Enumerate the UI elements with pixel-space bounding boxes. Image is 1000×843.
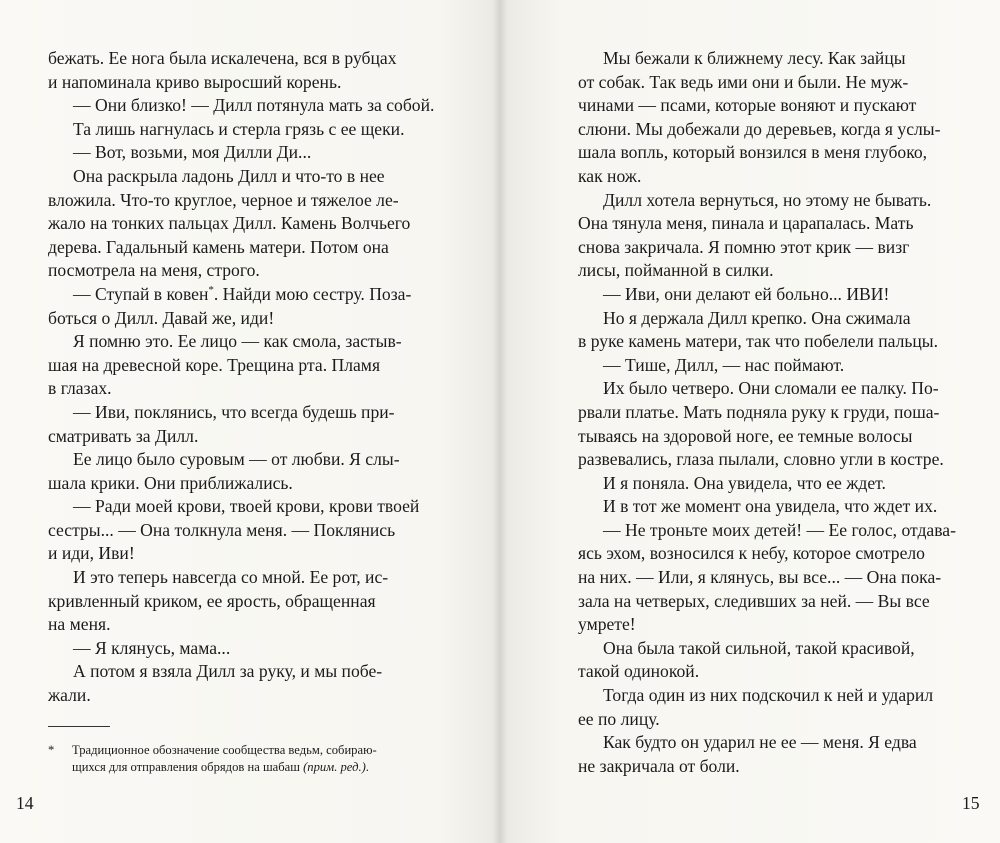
text-line [578, 94, 956, 118]
text-line [48, 542, 432, 566]
text-line-content: от собак. Так ведь ими они и были. Не муж- [578, 71, 909, 92]
text-line [578, 283, 956, 307]
text-line-content: — Я клянусь, мама... [73, 637, 231, 658]
text-line [578, 165, 956, 189]
footnote [48, 742, 428, 776]
text-line [48, 354, 432, 378]
text-line [48, 189, 432, 213]
text-line-content: Как будто он ударил не ее — меня. Я едва [603, 732, 917, 753]
text-line-continuation: . Найди мою сестру. Поза- [213, 283, 412, 304]
text-line [48, 212, 432, 236]
text-line [578, 684, 956, 708]
text-line-content: такой одинокой. [578, 661, 700, 682]
text-line [578, 377, 956, 401]
text-line-content: сматривать за Дилл. [48, 425, 199, 446]
text-line [578, 660, 956, 684]
text-line-content: Но я держала Дилл крепко. Она сжимала [603, 307, 911, 328]
text-line-content: кривленный криком, ее ярость, обращенная [48, 590, 376, 611]
text-line-content: Я помню это. Ее лицо — как смола, застыв- [73, 331, 402, 352]
text-line [578, 448, 956, 472]
text-line [48, 472, 432, 496]
text-line [48, 660, 432, 684]
text-line-content: И я поняла. Она увидела, что ее ждет. [603, 472, 886, 493]
text-line-content: слюни. Мы добежали до деревьев, когда я услы- [578, 118, 941, 139]
text-line-content: чинами — псами, которые воняют и пускают [578, 95, 917, 116]
text-line-content: ее по лицу. [578, 708, 660, 729]
text-line-content: бежать. Ее нога была искалечена, вся в рубцах [48, 48, 397, 68]
footnote-text [48, 742, 428, 776]
text-line-content: жали. [48, 685, 91, 706]
text-line-content: — Ступай в ковен [73, 283, 209, 304]
text-line [48, 613, 432, 637]
text-line-content: как нож. [578, 165, 642, 186]
text-line [578, 307, 956, 331]
book-gutter [493, 0, 507, 843]
text-line [578, 472, 956, 496]
text-line-content: не закричала от боли. [578, 755, 740, 776]
footnote-reference: * [208, 284, 214, 297]
text-line [48, 684, 432, 708]
text-line-content: И это теперь навсегда со мной. Ее рот, ис- [73, 567, 389, 588]
text-line [48, 330, 432, 354]
text-line-content: — Вот, возьми, моя Дилли Ди... [73, 142, 312, 163]
text-line-content: дерева. Гадальный камень матери. Потом она [48, 236, 389, 257]
text-line-content: зала на четверых, следивших за ней. — Вы все [578, 590, 930, 611]
text-line-content: шая на древесной коре. Трещина рта. Пламя [48, 354, 381, 375]
text-line [578, 613, 956, 637]
text-line-content: Мы бежали к ближнему лесу. Как зайцы [603, 48, 906, 68]
text-line [578, 542, 956, 566]
text-line [48, 47, 432, 71]
text-line [578, 212, 956, 236]
text-line-content: лисы, пойманной в силки. [578, 260, 774, 281]
text-line [48, 259, 432, 283]
text-line [48, 283, 432, 307]
text-line [578, 189, 956, 213]
text-line [48, 236, 432, 260]
text-line [578, 118, 956, 142]
text-line-content: ясь эхом, возносился к небу, которое смотрело [578, 543, 925, 564]
text-line-content: тываясь на здоровой ноге, ее темные волосы [578, 425, 913, 446]
footnote-rule [48, 726, 110, 727]
text-line-content: Она раскрыла ладонь Дилл и что-то в нее [73, 165, 385, 186]
text-line [578, 590, 956, 614]
text-line [578, 519, 956, 543]
text-line-content: умрете! [578, 614, 636, 635]
text-line [48, 495, 432, 519]
text-line-content: в руке камень матери, так что побелели пальцы. [578, 331, 939, 352]
text-line [48, 425, 432, 449]
text-line-content: Тогда один из них подскочил к ней и ударил [603, 685, 934, 706]
text-line [48, 71, 432, 95]
footnote-marker: * [48, 743, 55, 757]
text-line-content: на меня. [48, 614, 111, 635]
text-line-content: — Иви, поклянись, что всегда будешь при- [73, 401, 395, 422]
text-line [578, 495, 956, 519]
text-line-content: жало на тонких пальцах Дилл. Камень Волчьего [48, 213, 411, 234]
text-line-content: развевались, глаза пылали, словно угли в костре. [578, 449, 944, 470]
footnote-line-2-end: . [365, 760, 369, 774]
footnote-line-2 [72, 759, 428, 776]
text-line-content: — Не троньте моих детей! — Ее голос, отдава- [603, 519, 956, 540]
text-line-content: сестры... — Она толкнула меня. — Поклянись [48, 519, 396, 540]
text-line-content: А потом я взяла Дилл за руку, и мы побе- [73, 661, 383, 682]
text-line-content: вложила. Что-то круглое, черное и тяжелое ле- [48, 189, 399, 210]
text-line-content: и иди, Иви! [48, 543, 135, 564]
text-line-content: шала вопль, который вонзился в меня глубоко, [578, 142, 928, 163]
text-line [578, 71, 956, 95]
text-line [578, 425, 956, 449]
text-line [48, 94, 435, 118]
text-line-content: Та лишь нагнулась и стерла грязь с ее щеки. [73, 118, 405, 139]
text-line-content: — Иви, они делают ей больно... ИВИ! [603, 283, 890, 304]
footnote-line-1: Традиционное обозначение сообщества ведьм, собираю- [72, 743, 377, 757]
text-line [48, 141, 432, 165]
right-page-text [578, 47, 956, 778]
text-line-content: в глазах. [48, 378, 112, 399]
text-line [578, 236, 956, 260]
text-line [578, 401, 956, 425]
text-line [578, 731, 956, 755]
text-line-content: Дилл хотела вернуться, но этому не бывать. [603, 189, 932, 210]
text-line-content: и напоминала криво выросший корень. [48, 71, 342, 92]
footnote-line-2-plain: щихся для отправления обрядов на шабаш [72, 760, 304, 774]
text-line [48, 377, 432, 401]
text-line-content: Она тянула меня, пинала и царапалась. Мать [578, 213, 914, 234]
text-line-content: И в тот же момент она увидела, что ждет их. [603, 496, 938, 517]
text-line-content: Их было четверо. Они сломали ее палку. По- [603, 378, 939, 399]
text-line [578, 47, 956, 71]
text-line-content: Ее лицо было суровым — от любви. Я слы- [73, 449, 400, 470]
text-line [48, 566, 432, 590]
text-line-content: — Ради моей крови, твоей крови, крови твоей [73, 496, 420, 517]
text-line [578, 566, 956, 590]
text-line-content: посмотрела на меня, строго. [48, 260, 260, 281]
left-page-text [48, 47, 435, 708]
text-line [48, 637, 432, 661]
text-line [578, 354, 956, 378]
text-line-content: рвали платье. Мать подняла руку к груди, поша- [578, 401, 940, 422]
text-line [578, 330, 956, 354]
page-number-left: 14 [16, 793, 34, 813]
text-line-content: шала крики. Они приближались. [48, 472, 293, 493]
text-line [578, 259, 956, 283]
text-line-content: снова закричала. Я помню этот крик — визг [578, 236, 910, 257]
text-line [578, 637, 956, 661]
text-line [48, 519, 432, 543]
text-line-content: боться о Дилл. Давай же, иди! [48, 307, 275, 328]
text-line-content: Она была такой сильной, такой красивой, [603, 637, 915, 658]
page-number-right: 15 [962, 793, 980, 813]
footnote-line-2-italic: (прим. ред.) [303, 760, 366, 774]
text-line [48, 307, 432, 331]
text-line [48, 165, 432, 189]
text-line-content: — Они близко! — Дилл потянула мать за собой. [73, 95, 435, 116]
text-line [48, 590, 432, 614]
text-line [48, 118, 432, 142]
text-line [48, 448, 432, 472]
text-line [578, 141, 956, 165]
text-line-content: — Тише, Дилл, — нас поймают. [603, 354, 845, 375]
text-line [578, 755, 956, 779]
text-line-content: на них. — Или, я клянусь, вы все... — Она пока- [578, 567, 942, 588]
text-line [48, 401, 432, 425]
text-line [578, 708, 956, 732]
